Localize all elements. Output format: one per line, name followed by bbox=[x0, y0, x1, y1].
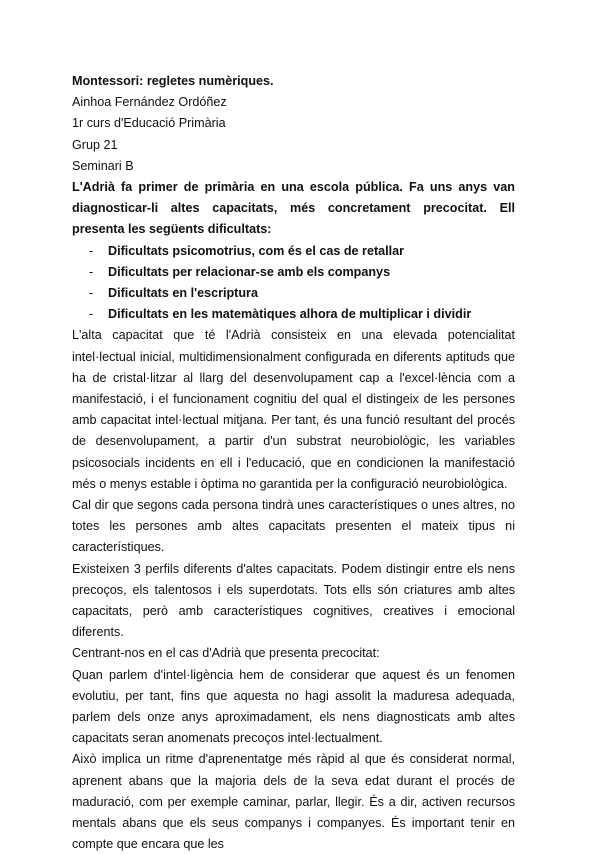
bullet-dash: - bbox=[89, 264, 94, 279]
difficulty-text: Dificultats per relacionar-se amb els companys bbox=[108, 264, 391, 279]
bullet-dash: - bbox=[89, 243, 94, 258]
list-item bbox=[72, 262, 515, 283]
author-name: Ainhoa Fernández Ordóñez bbox=[72, 95, 227, 110]
paragraph-high-ability-definition: L'alta capacitat que té l'Adrià consisteix en una elevada potencialitat intel·lectual inicial, multidimensionalment configurada en diferents aptituds que ha de cristal·litzar al llarg del desenvolupament cap a l'excel·lència com a manifestació, i el funcionament cognitiu del qual el distingeix de les persones amb capacitat intel·lectual mitjana. Per tant, és una funció resultant del procés de desenvolupament, a partir d'un substrat neurobiològic, les variables psicosocials incidents en ell i l'educació, que en condicionen la manifestació més o menys estable i òptima no garantida per la configuració neurobiològica. bbox=[72, 328, 515, 491]
paragraph-learning-rhythm: Això implica un ritme d'aprenentatge més ràpid al que és considerat normal, aprenent abans que la majoria dels de la seva edat durant el procés de maduració, com per exemple caminar, parlar, llegir. És a dir, activen recursos mentals abans que els seus companys i companyes. És important tenir en compte que encara que les bbox=[72, 752, 515, 852]
paragraph-three-profiles: Existeixen 3 perfils diferents d'altes capacitats. Podem distingir entre els nens precoços, els talentosos i els superdotats. Tots ells són criatures amb altes capacitats, però amb característiques cognitives, creatives i emocional diferents. bbox=[72, 561, 515, 640]
difficulties-list bbox=[72, 241, 515, 326]
bullet-dash: - bbox=[89, 285, 94, 300]
paragraph-individual-differences: Cal dir que segons cada persona tindrà unes característiques o unes altres, no totes les persones amb altes capacitats presenten el mateix tipus ni característiques. bbox=[72, 497, 515, 555]
seminar-info: Seminari B bbox=[72, 158, 134, 173]
list-item bbox=[72, 283, 515, 304]
bullet-dash: - bbox=[89, 307, 94, 322]
list-item bbox=[72, 241, 515, 262]
document-page bbox=[72, 71, 515, 855]
difficulty-text: Dificultats en les matemàtiques alhora de multiplicar i dividir bbox=[108, 307, 472, 322]
paragraph-intelligence-evolution: Quan parlem d'intel·ligència hem de considerar que aquest és un fenomen evolutiu, per tant, fins que aquesta no hagi assolit la maduresa adequada, parlem dels onze anys aproximadament, els nens diagnosticats amb altes capacitats seran anomenats precoços intel·lectualment. bbox=[72, 667, 515, 746]
paragraph-adria-precocity: Centrant-nos en el cas d'Adrià que presenta precocitat: bbox=[72, 646, 380, 661]
group-info: Grup 21 bbox=[72, 137, 118, 152]
course-info: 1r curs d'Educació Primària bbox=[72, 116, 226, 131]
difficulty-text: Dificultats en l'escriptura bbox=[108, 285, 258, 300]
document-title: Montessori: regletes numèriques. bbox=[72, 74, 274, 88]
list-item bbox=[72, 304, 515, 325]
difficulty-text: Dificultats psicomotrius, com és el cas de retallar bbox=[108, 243, 405, 258]
case-introduction: L'Adrià fa primer de primària en una escola pública. Fa uns anys van diagnosticar-li altes capacitats, més concretament precocitat. Ell presenta les següents dificultats: bbox=[72, 179, 515, 237]
